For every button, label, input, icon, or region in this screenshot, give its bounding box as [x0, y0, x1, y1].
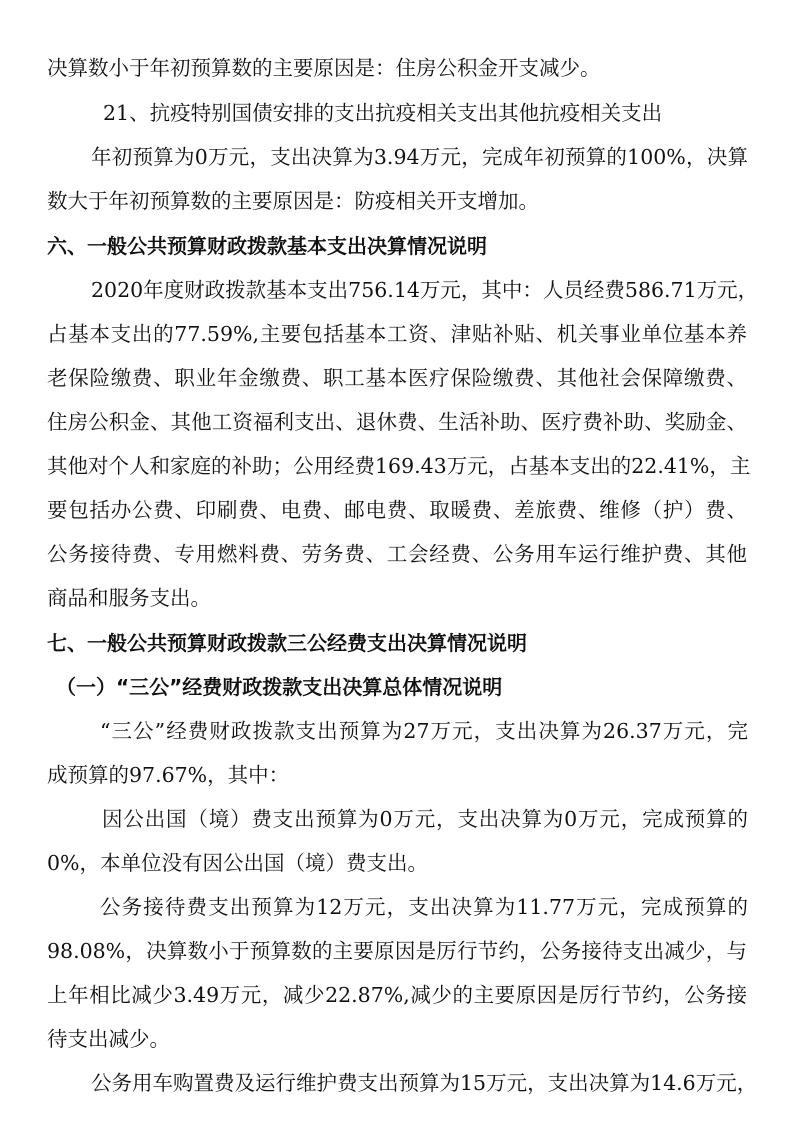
paragraph-line: 决算数小于年初预算数的主要原因是：住房公积金开支减少。	[47, 56, 601, 80]
paragraph-line: 21、抗疫特别国债安排的支出抗疫相关支出其他抗疫相关支出	[103, 101, 663, 125]
paragraph-line: 老保险缴费、职业年金缴费、职工基本医疗保险缴费、其他社会保障缴费、	[47, 366, 747, 390]
paragraph-line: 住房公积金、其他工资福利支出、退休费、生活补助、医疗费补助、奖励金、	[47, 410, 747, 434]
paragraph-line: 数大于年初预算数的主要原因是：防疫相关开支增加。	[47, 189, 539, 213]
paragraph-line: 占基本支出的77.59%,主要包括基本工资、津贴补贴、机关事业单位基本养	[47, 322, 747, 346]
paragraph-line: 98.08%，决算数小于预算数的主要原因是厉行节约，公务接待支出减少，与	[47, 939, 747, 963]
subsection-heading-one: （一）“三公”经费财政拨款支出决算总体情况说明	[56, 675, 503, 699]
paragraph-line: 要包括办公费、印刷费、电费、邮电费、取暖费、差旅费、维修（护）费、	[47, 498, 747, 522]
paragraph-line: 上年相比减少3.49万元，减少22.87%,减少的主要原因是厉行节约，公务接	[47, 983, 747, 1007]
paragraph-line: 公务接待费、专用燃料费、劳务费、工会经费、公务用车运行维护费、其他	[47, 542, 747, 566]
paragraph-line: 公务用车购置费及运行维护费支出预算为15万元，支出决算为14.6万元，	[91, 1071, 758, 1095]
paragraph-line: 成预算的97.67%，其中：	[47, 763, 290, 787]
section-heading-seven: 七、一般公共预算财政拨款三公经费支出决算情况说明	[47, 631, 527, 655]
paragraph-line: 公务接待费支出预算为12万元，支出决算为11.77万元，完成预算的	[100, 895, 748, 919]
paragraph-line: 其他对个人和家庭的补助；公用经费169.43万元，占基本支出的22.41%，主	[47, 454, 751, 478]
paragraph-line: 0%，本单位没有因公出国（境）费支出。	[47, 851, 429, 875]
paragraph-line: 年初预算为0万元，支出决算为3.94万元，完成年初预算的100%，决算	[91, 145, 748, 169]
paragraph-line: 待支出减少。	[47, 1027, 170, 1051]
paragraph-line: 商品和服务支出。	[47, 586, 211, 610]
section-heading-six: 六、一般公共预算财政拨款基本支出决算情况说明	[47, 234, 487, 258]
paragraph-line: 2020年度财政拨款基本支出756.14万元，其中：人员经费586.71万元，	[91, 278, 759, 302]
paragraph-line: “三公”经费财政拨款支出预算为27万元，支出决算为26.37万元，完	[100, 719, 748, 743]
paragraph-line: 因公出国（境）费支出预算为0万元，支出决算为0万元，完成预算的	[102, 807, 748, 831]
